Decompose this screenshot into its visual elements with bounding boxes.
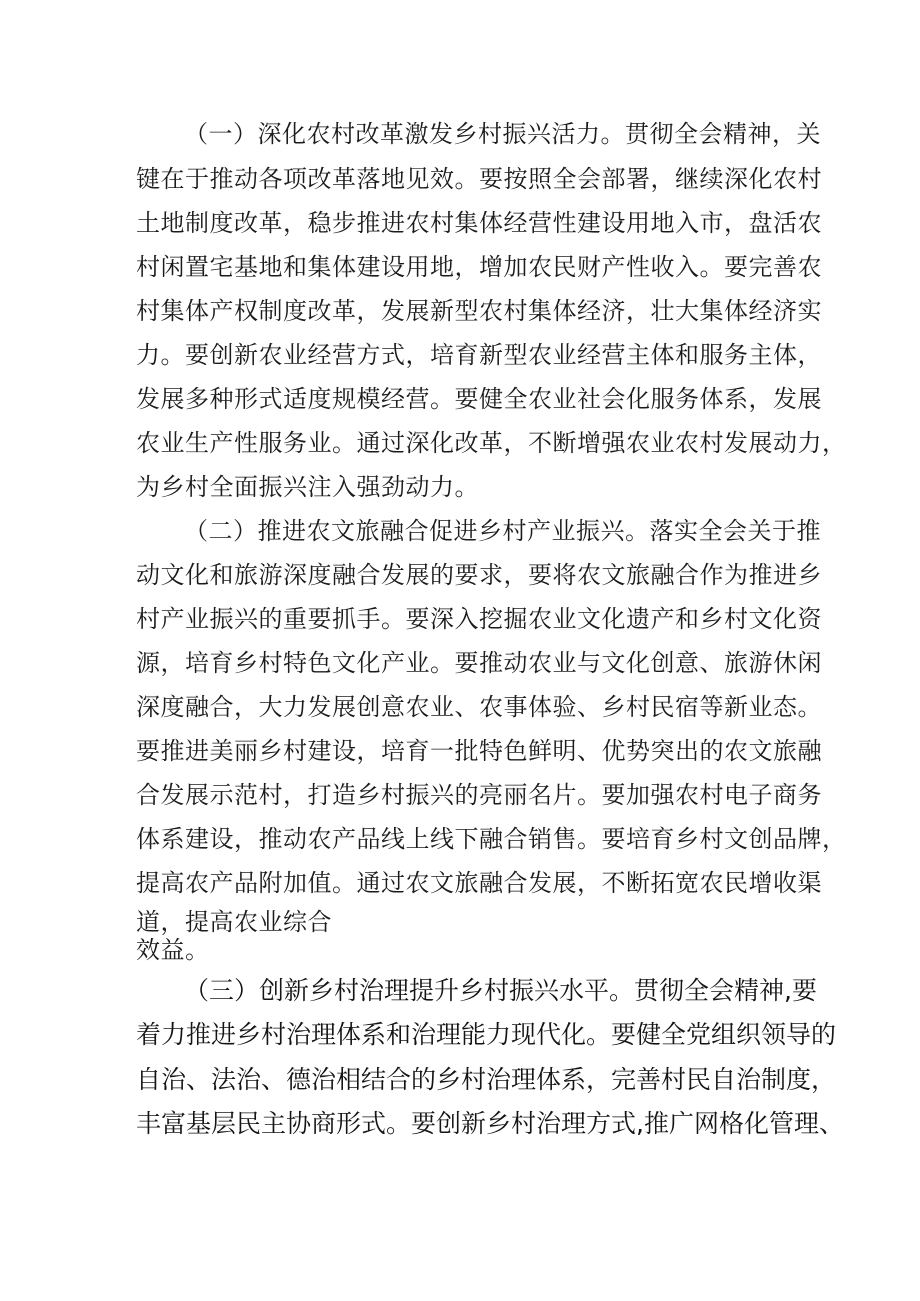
text-line: 源，培育乡村特色文化产业。要推动农业与文化创意、旅游休闲 — [136, 649, 822, 677]
text-line: 村集体产权制度改革，发展新型农村集体经济，壮大集体经济实 — [136, 297, 822, 325]
text-line: 深度融合，大力发展创意农业、农事体验、乡村民宿等新业态。 — [136, 693, 822, 721]
text-line: 提高农产品附加值。通过农文旅融合发展，不断拓宽农民增收渠 — [136, 869, 822, 897]
text-line: 动文化和旅游深度融合发展的要求，要将农文旅融合作为推进乡 — [136, 561, 822, 589]
text-line: 效益。 — [136, 936, 210, 964]
text-line: 键在于推动各项改革落地见效。要按照全会部署，继续深化农村 — [136, 165, 822, 193]
text-line: 丰富基层民主协商形式。要创新乡村治理方式,推广网格化管理、 — [136, 1109, 844, 1138]
text-line: 着力推进乡村治理体系和治理能力现代化。要健全党组织领导的 — [136, 1020, 837, 1049]
text-line: 农业生产性服务业。通过深化改革，不断增强农业农村发展动力， — [136, 429, 847, 457]
text-line: 村产业振兴的重要抓手。要深入挖掘农业文化遗产和乡村文化资 — [136, 605, 822, 633]
text-line: 力。要创新农业经营方式，培育新型农业经营主体和服务主体， — [136, 341, 822, 369]
text-line: 为乡村全面振兴注入强劲动力。 — [136, 473, 479, 501]
text-line: 合发展示范村，打造乡村振兴的亮丽名片。要加强农村电子商务 — [136, 781, 822, 809]
text-line: 村闲置宅基地和集体建设用地，增加农民财产性收入。要完善农 — [136, 253, 822, 281]
text-line: 发展多种形式适度规模经营。要健全农业社会化服务体系，发展 — [136, 385, 822, 413]
text-line: 要推进美丽乡村建设，培育一批特色鲜明、优势突出的农文旅融 — [136, 737, 822, 765]
text-line: （三）创新乡村治理提升乡村振兴水平。贯彻全会精神,要 — [184, 976, 817, 1005]
text-line: 自治、法治、德治相结合的乡村治理体系，完善村民自治制度， — [136, 1065, 837, 1094]
text-line: （一）深化农村改革激发乡村振兴活力。贯彻全会精神，关 — [184, 120, 821, 148]
text-line: 道，提高农业综合 — [136, 908, 332, 936]
text-line: 土地制度改革，稳步推进农村集体经营性建设用地入市，盘活农 — [136, 209, 822, 237]
text-line: 体系建设，推动农产品线上线下融合销售。要培育乡村文创品牌， — [136, 825, 847, 853]
text-line: （二）推进农文旅融合促进乡村产业振兴。落实全会关于推 — [184, 517, 821, 545]
